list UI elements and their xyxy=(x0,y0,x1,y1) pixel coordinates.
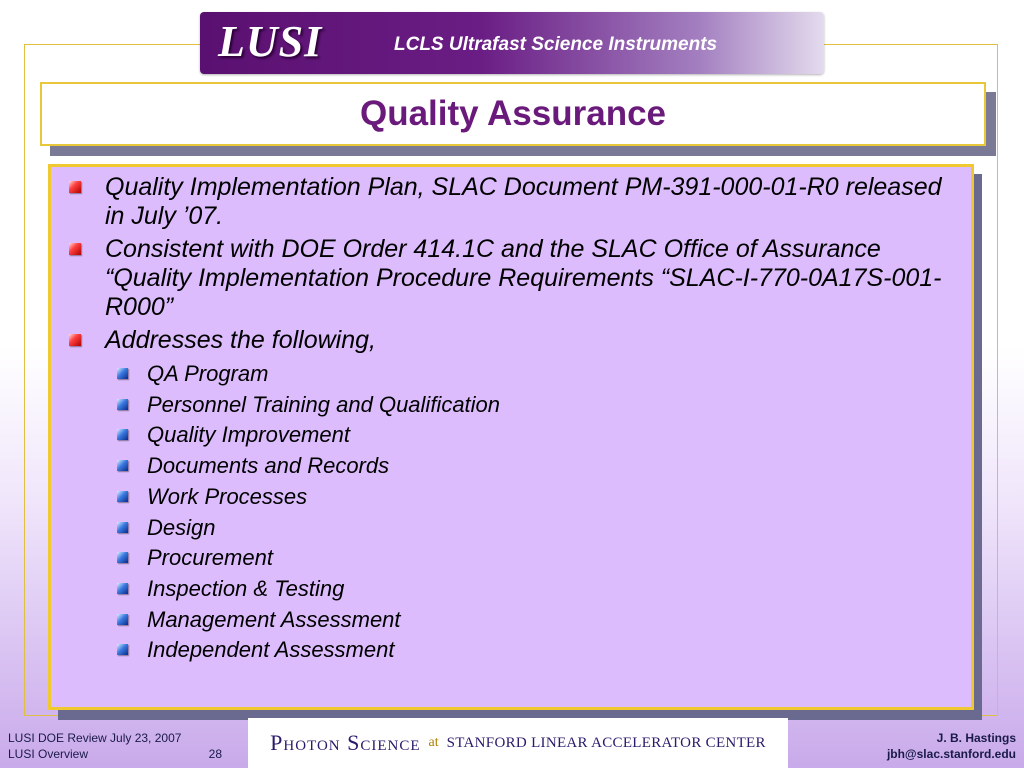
bullet-item xyxy=(51,173,971,231)
footer-email: jbh@slac.stanford.edu xyxy=(886,747,1016,761)
footer-left xyxy=(8,730,222,762)
sub-bullet-item xyxy=(51,359,971,390)
blue-square-bullet-icon xyxy=(117,552,128,563)
sub-bullet-item xyxy=(51,451,971,482)
sub-bullet-item xyxy=(51,420,971,451)
bullet-text: Procurement xyxy=(147,545,273,571)
bullet-text: Personnel Training and Qualification xyxy=(147,391,501,417)
footer-logo xyxy=(248,718,788,768)
sub-bullet-item xyxy=(51,390,971,421)
blue-square-bullet-icon xyxy=(117,522,128,533)
banner-subtitle: LCLS Ultrafast Science Instruments xyxy=(394,34,718,55)
red-square-bullet-icon xyxy=(69,181,81,193)
sub-bullet-item xyxy=(51,635,971,666)
blue-square-bullet-icon xyxy=(117,429,128,440)
photon-science-text: Photon Science xyxy=(270,730,421,755)
slide-title: Quality Assurance xyxy=(359,94,667,133)
red-square-bullet-icon xyxy=(69,334,81,346)
content-box xyxy=(48,164,974,710)
footer-right xyxy=(887,730,1016,762)
blue-square-bullet-icon xyxy=(117,460,128,471)
sub-bullet-item xyxy=(51,482,971,513)
sub-bullet-item xyxy=(51,543,971,574)
footer-at-text: at xyxy=(428,735,439,750)
bullet-text: Work Processes xyxy=(147,483,308,509)
bullet-text: Quality Improvement xyxy=(147,422,350,448)
footer-author: J. B. Hastings xyxy=(936,731,1016,745)
blue-square-bullet-icon xyxy=(117,399,128,410)
blue-square-bullet-icon xyxy=(117,368,128,379)
footer-talk-title: LUSI Overview xyxy=(8,747,89,761)
blue-square-bullet-icon xyxy=(117,614,128,625)
sub-bullet-item xyxy=(51,574,971,605)
blue-square-bullet-icon xyxy=(117,491,128,502)
bullet-list xyxy=(51,173,971,666)
bullet-text: Quality Implementation Plan, SLAC Document PM-391-000-01-R0 released in July ’07. xyxy=(105,173,942,230)
footer-event: LUSI DOE Review July 23, 2007 xyxy=(8,731,182,745)
title-box xyxy=(40,82,986,146)
bullet-item xyxy=(51,326,971,355)
lusi-logo: LUSI xyxy=(218,17,323,66)
sub-bullet-item xyxy=(51,513,971,544)
bullet-text: QA Program xyxy=(147,361,269,386)
bullet-text: Design xyxy=(147,514,216,540)
bullet-text: Consistent with DOE Order 414.1C and the SLAC Office of Assurance “Quality Implementation Procedure Requirements “SLAC-I-770-0A17S-001-R000” xyxy=(105,235,942,321)
bullet-text: Inspection & Testing xyxy=(147,575,345,601)
bullet-text: Documents and Records xyxy=(147,453,390,479)
page-number: 28 xyxy=(208,747,222,761)
blue-square-bullet-icon xyxy=(117,644,128,655)
slac-text: STANFORD LINEAR ACCELERATOR CENTER xyxy=(446,734,766,751)
bullet-text: Management Assessment xyxy=(147,606,401,632)
header-banner xyxy=(200,12,824,74)
bullet-item xyxy=(51,235,971,322)
bullet-text: Independent Assessment xyxy=(147,637,395,663)
blue-square-bullet-icon xyxy=(117,583,128,594)
sub-bullet-item xyxy=(51,605,971,636)
bullet-text: Addresses the following, xyxy=(105,326,376,354)
red-square-bullet-icon xyxy=(69,243,81,255)
